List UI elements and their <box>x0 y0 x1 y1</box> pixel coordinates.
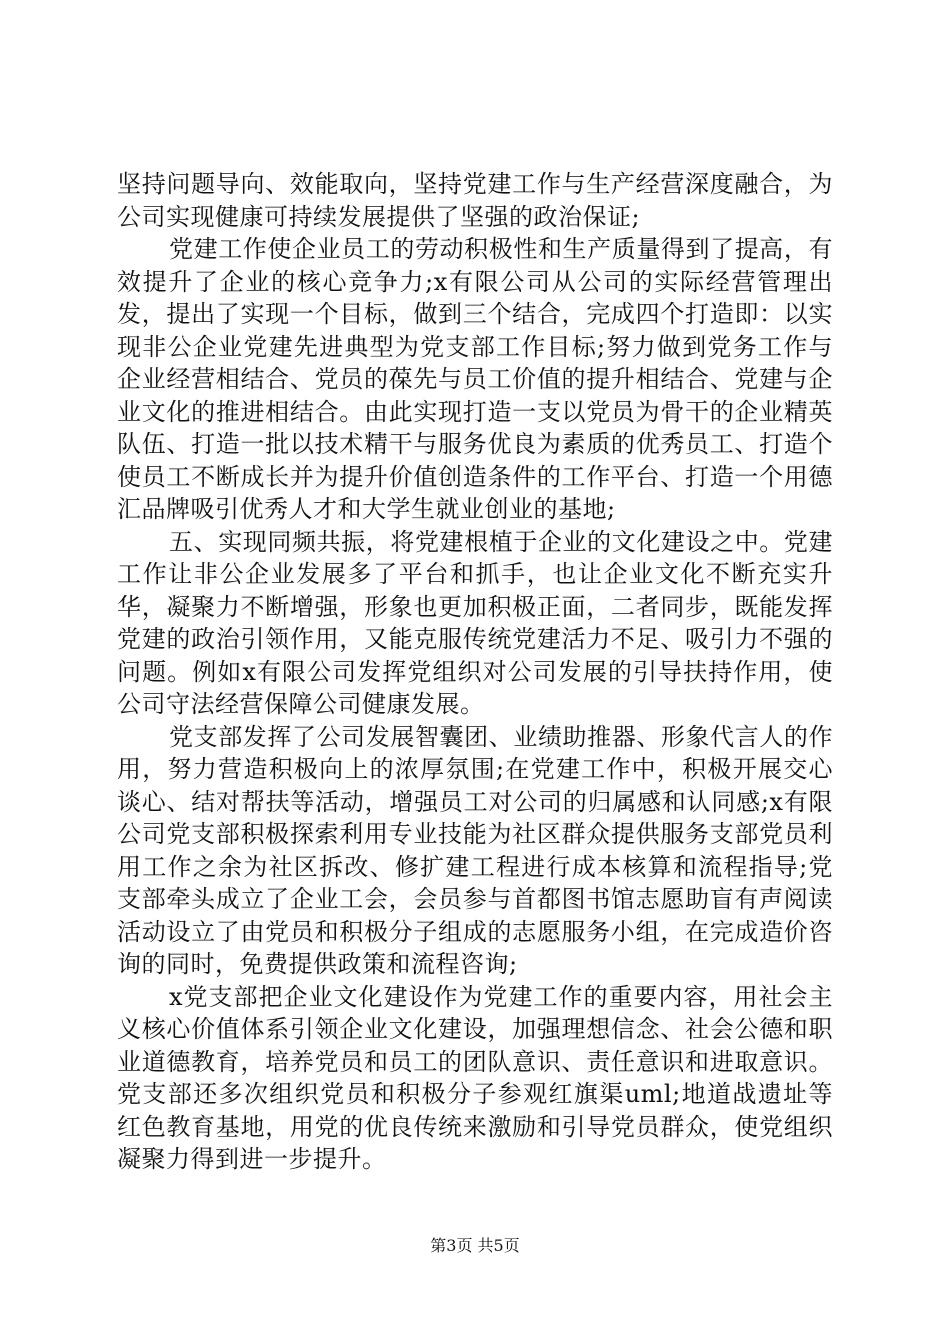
paragraph-2: 党建工作使企业员工的劳动积极性和生产质量得到了提高，有效提升了企业的核心竞争力;x有限公司从公司的实际经营管理出发，提出了实现一个目标，做到三个结合，完成四个打造即：以实现非公企业党建先进典型为党支部工作目标;努力做到党务工作与企业经营相结合、党员的葆先与员工价值的提升相结合、党建与企业文化的推进相结合。由此实现打造一支以党员为骨干的企业精英队伍、打造一批以技术精干与服务优良为素质的优秀员工、打造个使员工不断成长并为提升价值创造条件的工作平台、打造一个用德汇品牌吸引优秀人才和大学生就业创业的基地; <box>117 235 833 523</box>
paragraph-4: 党支部发挥了公司发展智囊团、业绩助推器、形象代言人的作用，努力营造积极向上的浓厚氛围;在党建工作中，积极开展交心谈心、结对帮扶等活动，增强员工对公司的归属感和认同感;x有限公司党支部积极探索利用专业技能为社区群众提供服务支部党员利用工作之余为社区拆改、修扩建工程进行成本核算和流程指导;党支部牵头成立了企业工会，会员参与首都图书馆志愿助盲有声阅读活动设立了由党员和积极分子组成的志愿服务小组，在完成造价咨询的同时，免费提供政策和流程咨询; <box>117 722 833 978</box>
page-footer: 第3页 共5页 <box>430 1236 520 1255</box>
document-body <box>117 168 833 1176</box>
paragraph-1: 坚持问题导向、效能取向，坚持党建工作与生产经营深度融合，为公司实现健康可持续发展提供了坚强的政治保证; <box>117 170 833 231</box>
paragraph-5: x党支部把企业文化建设作为党建工作的重要内容，用社会主义核心价值体系引领企业文化建设，加强理想信念、社会公德和职业道德教育，培养党员和员工的团队意识、责任意识和进取意识。党支部还多次组织党员和积极分子参观红旗渠uml;地道战遗址等红色教育基地，用党的优良传统来激励和引导党员群众，使党组织凝聚力得到进一步提升。 <box>117 982 833 1173</box>
paragraph-3: 五、实现同频共振，将党建根植于企业的文化建设之中。党建工作让非公企业发展多了平台和抓手，也让企业文化不断充实升华，凝聚力不断增强，形象也更加积极正面，二者同步，既能发挥党建的政治引领作用，又能克服传统党建活力不足、吸引力不强的问题。例如x有限公司发挥党组织对公司发展的引导扶持作用，使公司守法经营保障公司健康发展。 <box>117 527 833 718</box>
